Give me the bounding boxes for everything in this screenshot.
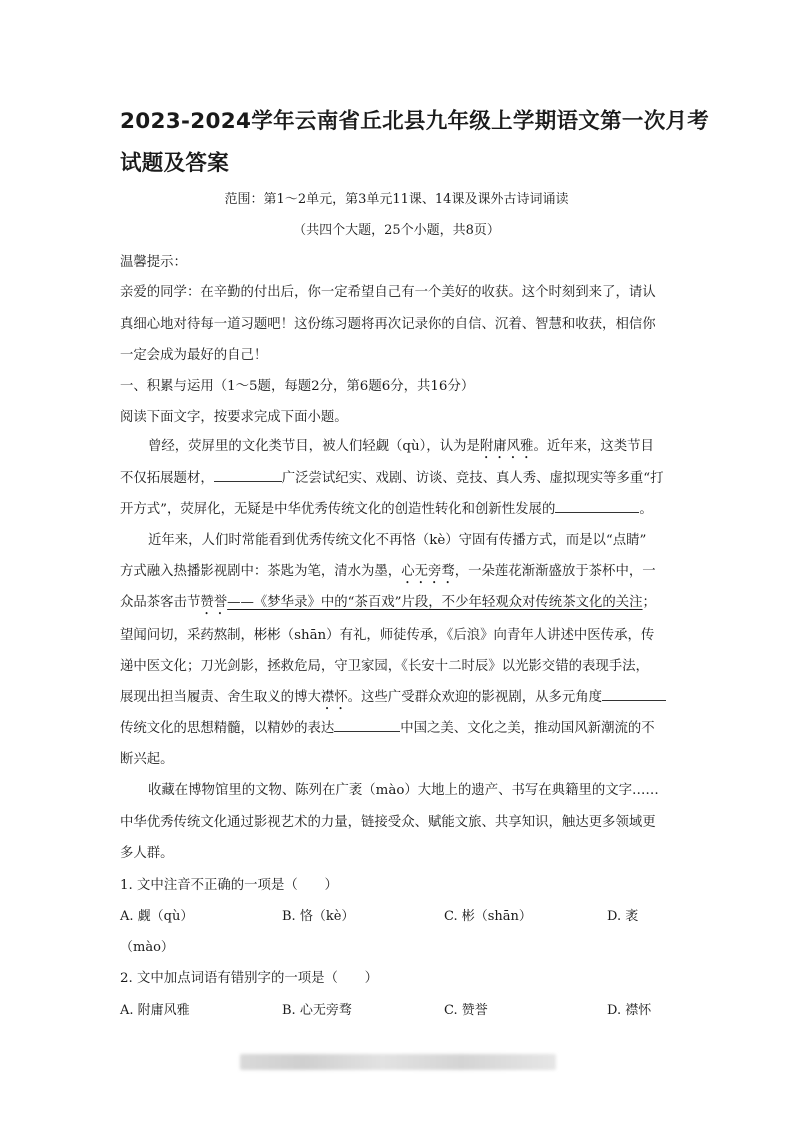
paragraph-line: 收藏在博物馆里的文物、陈列在广袤（mào）大地上的遗产、书写在典籍里的文字…… [148,783,659,798]
option-c[interactable]: C. 赞誉 [444,1003,488,1018]
exam-structure: （共四个大题，25个小题，共8页） [293,223,500,238]
option-d-continued: （mào） [120,940,174,955]
option-d[interactable]: D. 袤 [607,909,639,924]
paragraph-line: 多人群。 [120,846,174,861]
blurred-footer-watermark [240,1054,556,1070]
option-c[interactable]: C. 彬（shān） [444,909,532,924]
fill-blank[interactable] [602,686,666,701]
paragraph-line: 近年来，人们时常能看到优秀传统文化不再恪（kè）守固有传播方式，而是以“点睛” [148,533,647,548]
option-b[interactable]: B. 恪（kè） [282,909,355,924]
question-stem: 2. 文中加点词语有错别字的一项是（ ） [120,971,379,986]
paragraph-line: 曾经，荧屏里的文化类节目，被人们轻觑（qù），认为是附庸风雅。近年来，这类节目 [148,439,654,454]
dotted-word: 心无旁骛 [401,564,455,579]
paragraph-line: 传统文化的思想精髓，以精妙的表达 中国之美、文化之美，推动国风新潮流的不 [120,717,655,736]
option-a[interactable]: A. 附庸风雅 [120,1003,190,1018]
paragraph-line: 不仅拓展题材， 广泛尝试纪实、戏剧、访谈、竞技、真人秀、虚拟现实等多重“打 [120,467,664,486]
paragraph-line: 递中医文化；刀光剑影，拯救危局，守卫家园，《长安十二时辰》以光影交错的表现手法， [120,659,649,674]
underlined-sentence: ——《梦华录》中的“茶百戏”片段，不少年轻观众对传统茶文化的关注 [227,595,643,610]
paragraph-line: 众品茶客击节赞誉——《梦华录》中的“茶百戏”片段，不少年轻观众对传统茶文化的关注； [120,595,656,610]
tip-line: 亲爱的同学：在辛勤的付出后，你一定希望自己有一个美好的收获。这个时刻到来了，请认 [120,285,656,300]
paragraph-line: 开方式”，荧屏化，无疑是中华优秀传统文化的创造性转化和创新性发展的 。 [120,498,653,517]
tip-line: 真细心地对待每一道习题吧！这份练习题将再次记录你的自信、沉着、智慧和收获，相信你 [120,317,656,332]
fill-blank[interactable] [555,498,639,513]
paragraph-line: 望闻问切，采药熬制，彬彬（shān）有礼，师徒传承，《后浪》向青年人讲述中医传承，传 [120,628,655,643]
dotted-word: 赞誉 [200,595,228,610]
exam-scope: 范围：第1～2单元，第3单元11课、14课及课外古诗词诵读 [224,192,569,207]
dotted-word: 附庸风雅 [479,439,534,454]
fill-blank[interactable] [214,467,282,482]
paragraph-line: 断兴起。 [120,752,174,767]
paragraph-line: 方式融入热播影视剧中：茶匙为笔，清水为墨，心无旁骛，一朵莲花渐渐盛放于茶杯中，一 [120,564,656,579]
question-stem: 1. 文中注音不正确的一项是（ ） [120,878,338,893]
reading-instruction: 阅读下面文字，按要求完成下面小题。 [120,410,348,425]
paragraph-line: 中华优秀传统文化通过影视艺术的力量，链接受众、赋能文旅、共享知识，触达更多领域更 [120,815,656,830]
tip-label: 温馨提示： [120,255,187,270]
page-title-line-1: 2023-2024学年云南省丘北县九年级上学期语文第一次月考 [120,109,710,134]
option-d[interactable]: D. 襟怀 [607,1003,652,1018]
fill-blank[interactable] [334,717,400,732]
paragraph-line: 展现出担当履责、舍生取义的博大襟怀。这些广受群众欢迎的影视剧，从多元角度 [120,686,666,713]
tip-line: 一定会成为最好的自己！ [120,348,268,363]
page-title-line-2: 试题及答案 [120,151,230,176]
option-a[interactable]: A. 觑（qù） [120,909,194,924]
option-b[interactable]: B. 心无旁骛 [282,1003,352,1018]
dotted-word: 襟怀 [320,690,348,705]
section-heading: 一、积累与运用（1～5题，每题2分，第6题6分，共16分） [120,379,475,394]
